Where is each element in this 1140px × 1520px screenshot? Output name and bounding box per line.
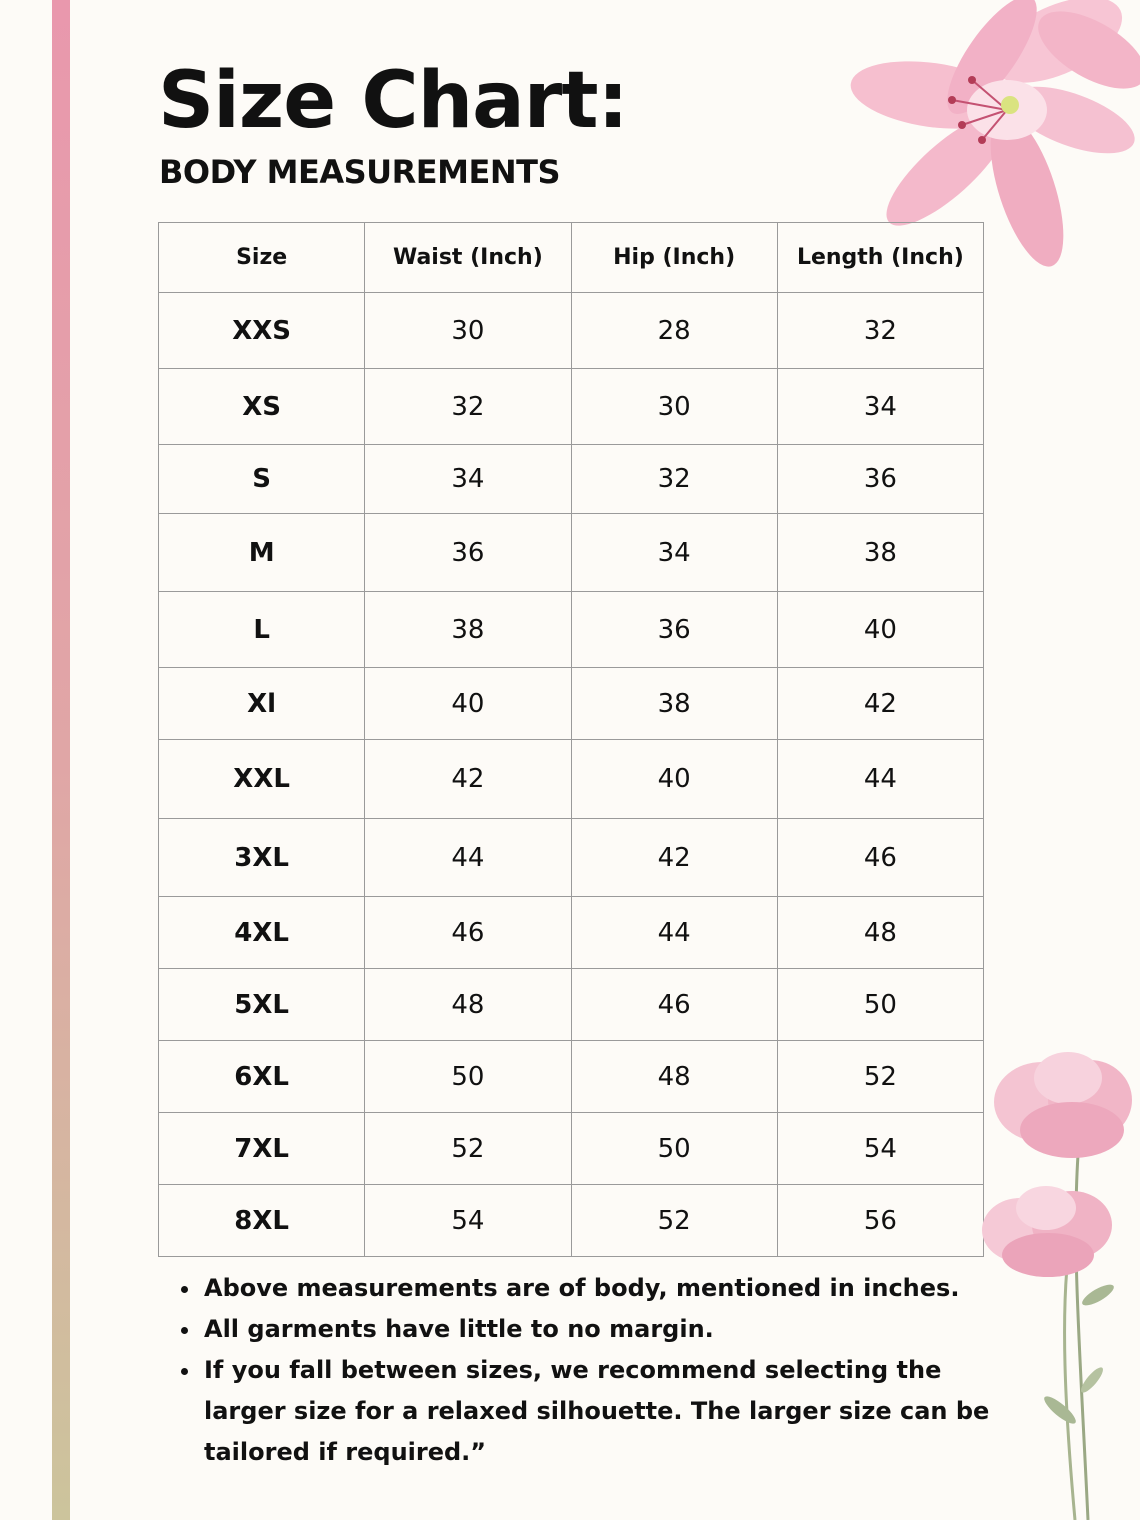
size-cell: 5XL xyxy=(159,969,365,1041)
table-row xyxy=(159,592,984,668)
length-cell: 40 xyxy=(777,592,983,668)
size-cell: L xyxy=(159,592,365,668)
waist-cell: 34 xyxy=(365,445,571,514)
size-cell: Xl xyxy=(159,668,365,740)
hip-cell: 40 xyxy=(571,740,777,819)
note-item: • If you fall between sizes, we recommend selecting the larger size for a relaxed silhouette. The larger size can be tailored if required.” xyxy=(202,1350,1002,1473)
table-row xyxy=(159,445,984,514)
hip-cell: 46 xyxy=(571,969,777,1041)
size-cell: XXL xyxy=(159,740,365,819)
table-row xyxy=(159,1041,984,1113)
size-cell: 4XL xyxy=(159,897,365,969)
length-cell: 42 xyxy=(777,668,983,740)
table-header-row xyxy=(159,223,984,293)
page-subtitle: BODY MEASUREMENTS xyxy=(159,153,560,191)
table-row xyxy=(159,897,984,969)
column-header-waist: Waist (Inch) xyxy=(365,223,571,293)
waist-cell: 32 xyxy=(365,369,571,445)
notes-list xyxy=(180,1268,1002,1473)
waist-cell: 48 xyxy=(365,969,571,1041)
hip-cell: 50 xyxy=(571,1113,777,1185)
waist-cell: 42 xyxy=(365,740,571,819)
length-cell: 52 xyxy=(777,1041,983,1113)
table-row xyxy=(159,369,984,445)
column-header-size: Size xyxy=(159,223,365,293)
column-header-length: Length (Inch) xyxy=(777,223,983,293)
hip-cell: 30 xyxy=(571,369,777,445)
length-cell: 34 xyxy=(777,369,983,445)
size-cell: 8XL xyxy=(159,1185,365,1257)
length-cell: 56 xyxy=(777,1185,983,1257)
length-cell: 48 xyxy=(777,897,983,969)
length-cell: 38 xyxy=(777,514,983,592)
size-cell: XXS xyxy=(159,293,365,369)
hip-cell: 32 xyxy=(571,445,777,514)
hip-cell: 38 xyxy=(571,668,777,740)
length-cell: 32 xyxy=(777,293,983,369)
length-cell: 44 xyxy=(777,740,983,819)
waist-cell: 46 xyxy=(365,897,571,969)
table-row xyxy=(159,514,984,592)
size-cell: XS xyxy=(159,369,365,445)
note-item: • All garments have little to no margin. xyxy=(202,1309,1002,1350)
hip-cell: 36 xyxy=(571,592,777,668)
waist-cell: 40 xyxy=(365,668,571,740)
size-cell: 3XL xyxy=(159,819,365,897)
size-cell: 7XL xyxy=(159,1113,365,1185)
note-item: • Above measurements are of body, mentioned in inches. xyxy=(202,1268,1002,1309)
table-row xyxy=(159,969,984,1041)
table-row xyxy=(159,1113,984,1185)
size-cell: S xyxy=(159,445,365,514)
waist-cell: 36 xyxy=(365,514,571,592)
hip-cell: 48 xyxy=(571,1041,777,1113)
waist-cell: 38 xyxy=(365,592,571,668)
length-cell: 46 xyxy=(777,819,983,897)
hip-cell: 42 xyxy=(571,819,777,897)
waist-cell: 30 xyxy=(365,293,571,369)
size-chart-table xyxy=(158,222,984,1257)
length-cell: 36 xyxy=(777,445,983,514)
table-row xyxy=(159,819,984,897)
table-row xyxy=(159,740,984,819)
waist-cell: 50 xyxy=(365,1041,571,1113)
table-row xyxy=(159,293,984,369)
size-cell: M xyxy=(159,514,365,592)
hip-cell: 44 xyxy=(571,897,777,969)
page-title: Size Chart: xyxy=(158,56,628,146)
table-row xyxy=(159,668,984,740)
column-header-hip: Hip (Inch) xyxy=(571,223,777,293)
table-row xyxy=(159,1185,984,1257)
hip-cell: 34 xyxy=(571,514,777,592)
size-cell: 6XL xyxy=(159,1041,365,1113)
waist-cell: 54 xyxy=(365,1185,571,1257)
length-cell: 50 xyxy=(777,969,983,1041)
pink-poppy-icon xyxy=(980,1050,1140,1520)
length-cell: 54 xyxy=(777,1113,983,1185)
hip-cell: 52 xyxy=(571,1185,777,1257)
waist-cell: 44 xyxy=(365,819,571,897)
side-accent-bar xyxy=(52,0,70,1520)
waist-cell: 52 xyxy=(365,1113,571,1185)
hip-cell: 28 xyxy=(571,293,777,369)
